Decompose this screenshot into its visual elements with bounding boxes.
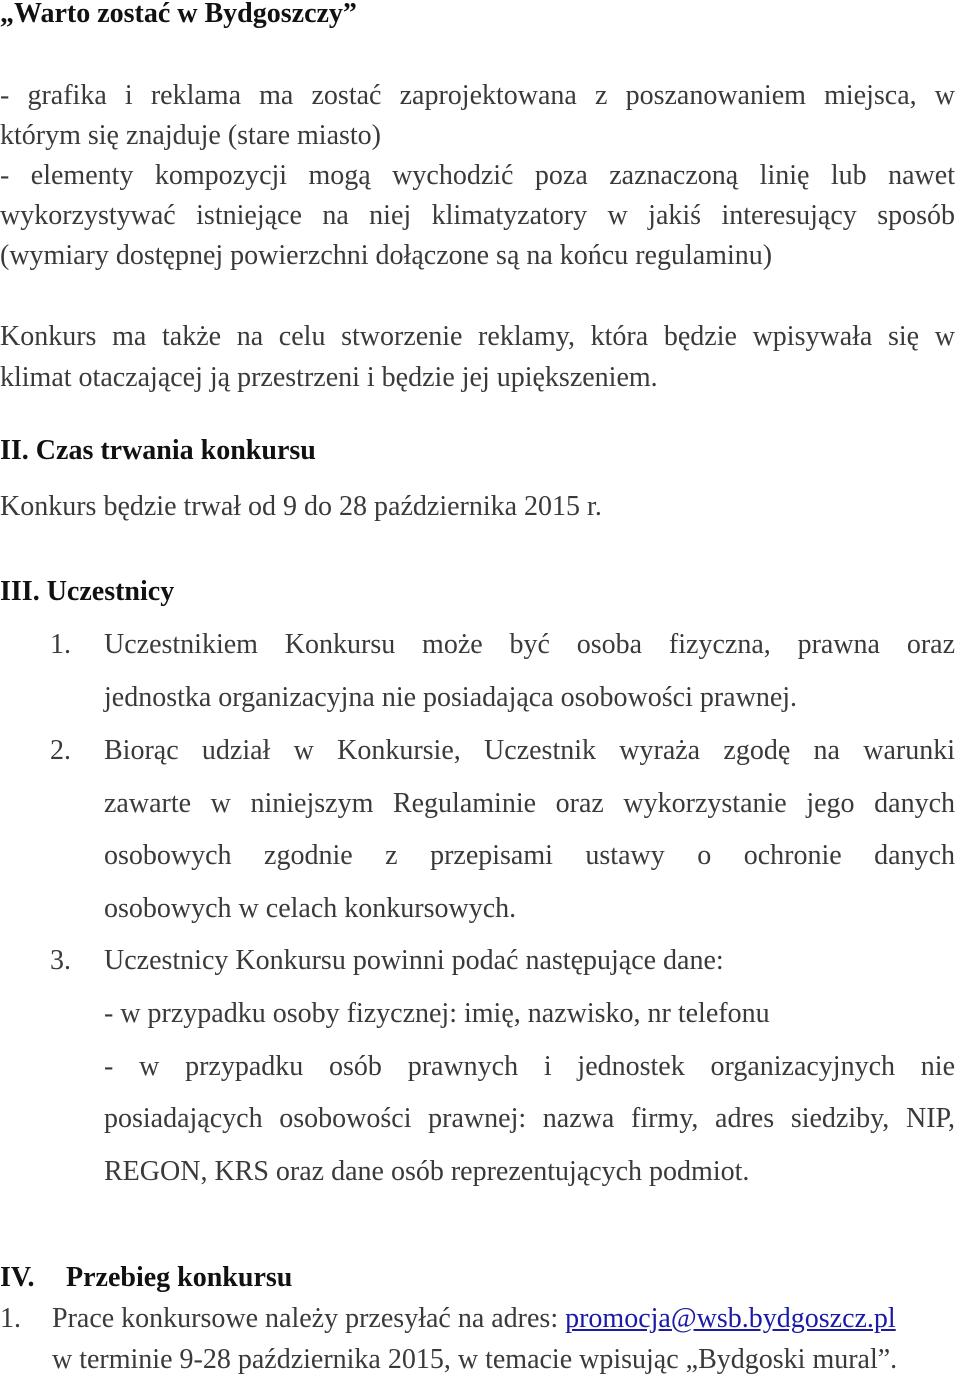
list-item-line: Uczestnicy Konkursu powinni podać następujące dane: (104, 945, 724, 976)
intro-line: - elementy kompozycji mogą wychodzić poza zaznaczoną linię lub nawet (0, 160, 955, 191)
email-link[interactable]: promocja@wsb.bydgoszcz.pl (565, 1303, 896, 1334)
intro-line: - grafika i reklama ma zostać zaprojektowana z poszanowaniem miejsca, w (0, 80, 955, 111)
goal-line: Konkurs ma także na celu stworzenie reklamy, która będzie wpisywała się w (0, 321, 955, 352)
list-item-line: posiadających osobowości prawnej: nazwa firmy, adres siedziby, NIP, (104, 1103, 955, 1134)
list-item-line: REGON, KRS oraz dane osób reprezentujących podmiot. (104, 1156, 750, 1187)
section-heading-process: Przebieg konkursu (66, 1262, 293, 1293)
submission-deadline-line: w terminie 9-28 października 2015, w temacie wpisując „Bydgoski mural”. (52, 1344, 898, 1375)
submission-text: Prace konkursowe należy przesyłać na adres: (52, 1303, 566, 1334)
section-heading-number: IV. (0, 1262, 35, 1293)
list-item-line: osobowych w celach konkursowych. (104, 893, 517, 924)
list-item-number: 1. (50, 629, 71, 660)
list-item-number: 1. (0, 1303, 21, 1334)
duration-text: Konkurs będzie trwał od 9 do 28 października 2015 r. (0, 491, 602, 522)
list-item-line: zawarte w niniejszym Regulaminie oraz wykorzystanie jego danych (104, 788, 955, 819)
intro-line: którym się znajduje (stare miasto) (0, 120, 381, 151)
list-item-line: osobowych zgodnie z przepisami ustawy o ochronie danych (104, 840, 955, 871)
intro-line: (wymiary dostępnej powierzchni dołączone są na końcu regulaminu) (0, 240, 773, 271)
list-item-number: 2. (50, 735, 71, 766)
list-item-line: - w przypadku osób prawnych i jednostek organizacyjnych nie (104, 1051, 955, 1082)
section-heading-participants: III. Uczestnicy (0, 576, 175, 607)
section-heading-duration: II. Czas trwania konkursu (0, 435, 316, 466)
goal-line: klimat otaczającej ją przestrzeni i będzie jej upiększeniem. (0, 362, 658, 393)
list-item-line: Uczestnikiem Konkursu może być osoba fizyczna, prawna oraz (104, 629, 955, 660)
list-item-number: 3. (50, 945, 71, 976)
list-item-line: - w przypadku osoby fizycznej: imię, nazwisko, nr telefonu (104, 998, 770, 1029)
submission-line (52, 1305, 896, 1333)
list-item-line: jednostka organizacyjna nie posiadająca osobowości prawnej. (104, 682, 798, 713)
page-title: „Warto zostać w Bydgoszczy” (0, 0, 357, 29)
list-item-line: Biorąc udział w Konkursie, Uczestnik wyraża zgodę na warunki (104, 735, 955, 766)
intro-line: wykorzystywać istniejące na niej klimatyzatory w jakiś interesujący sposób (0, 200, 955, 231)
